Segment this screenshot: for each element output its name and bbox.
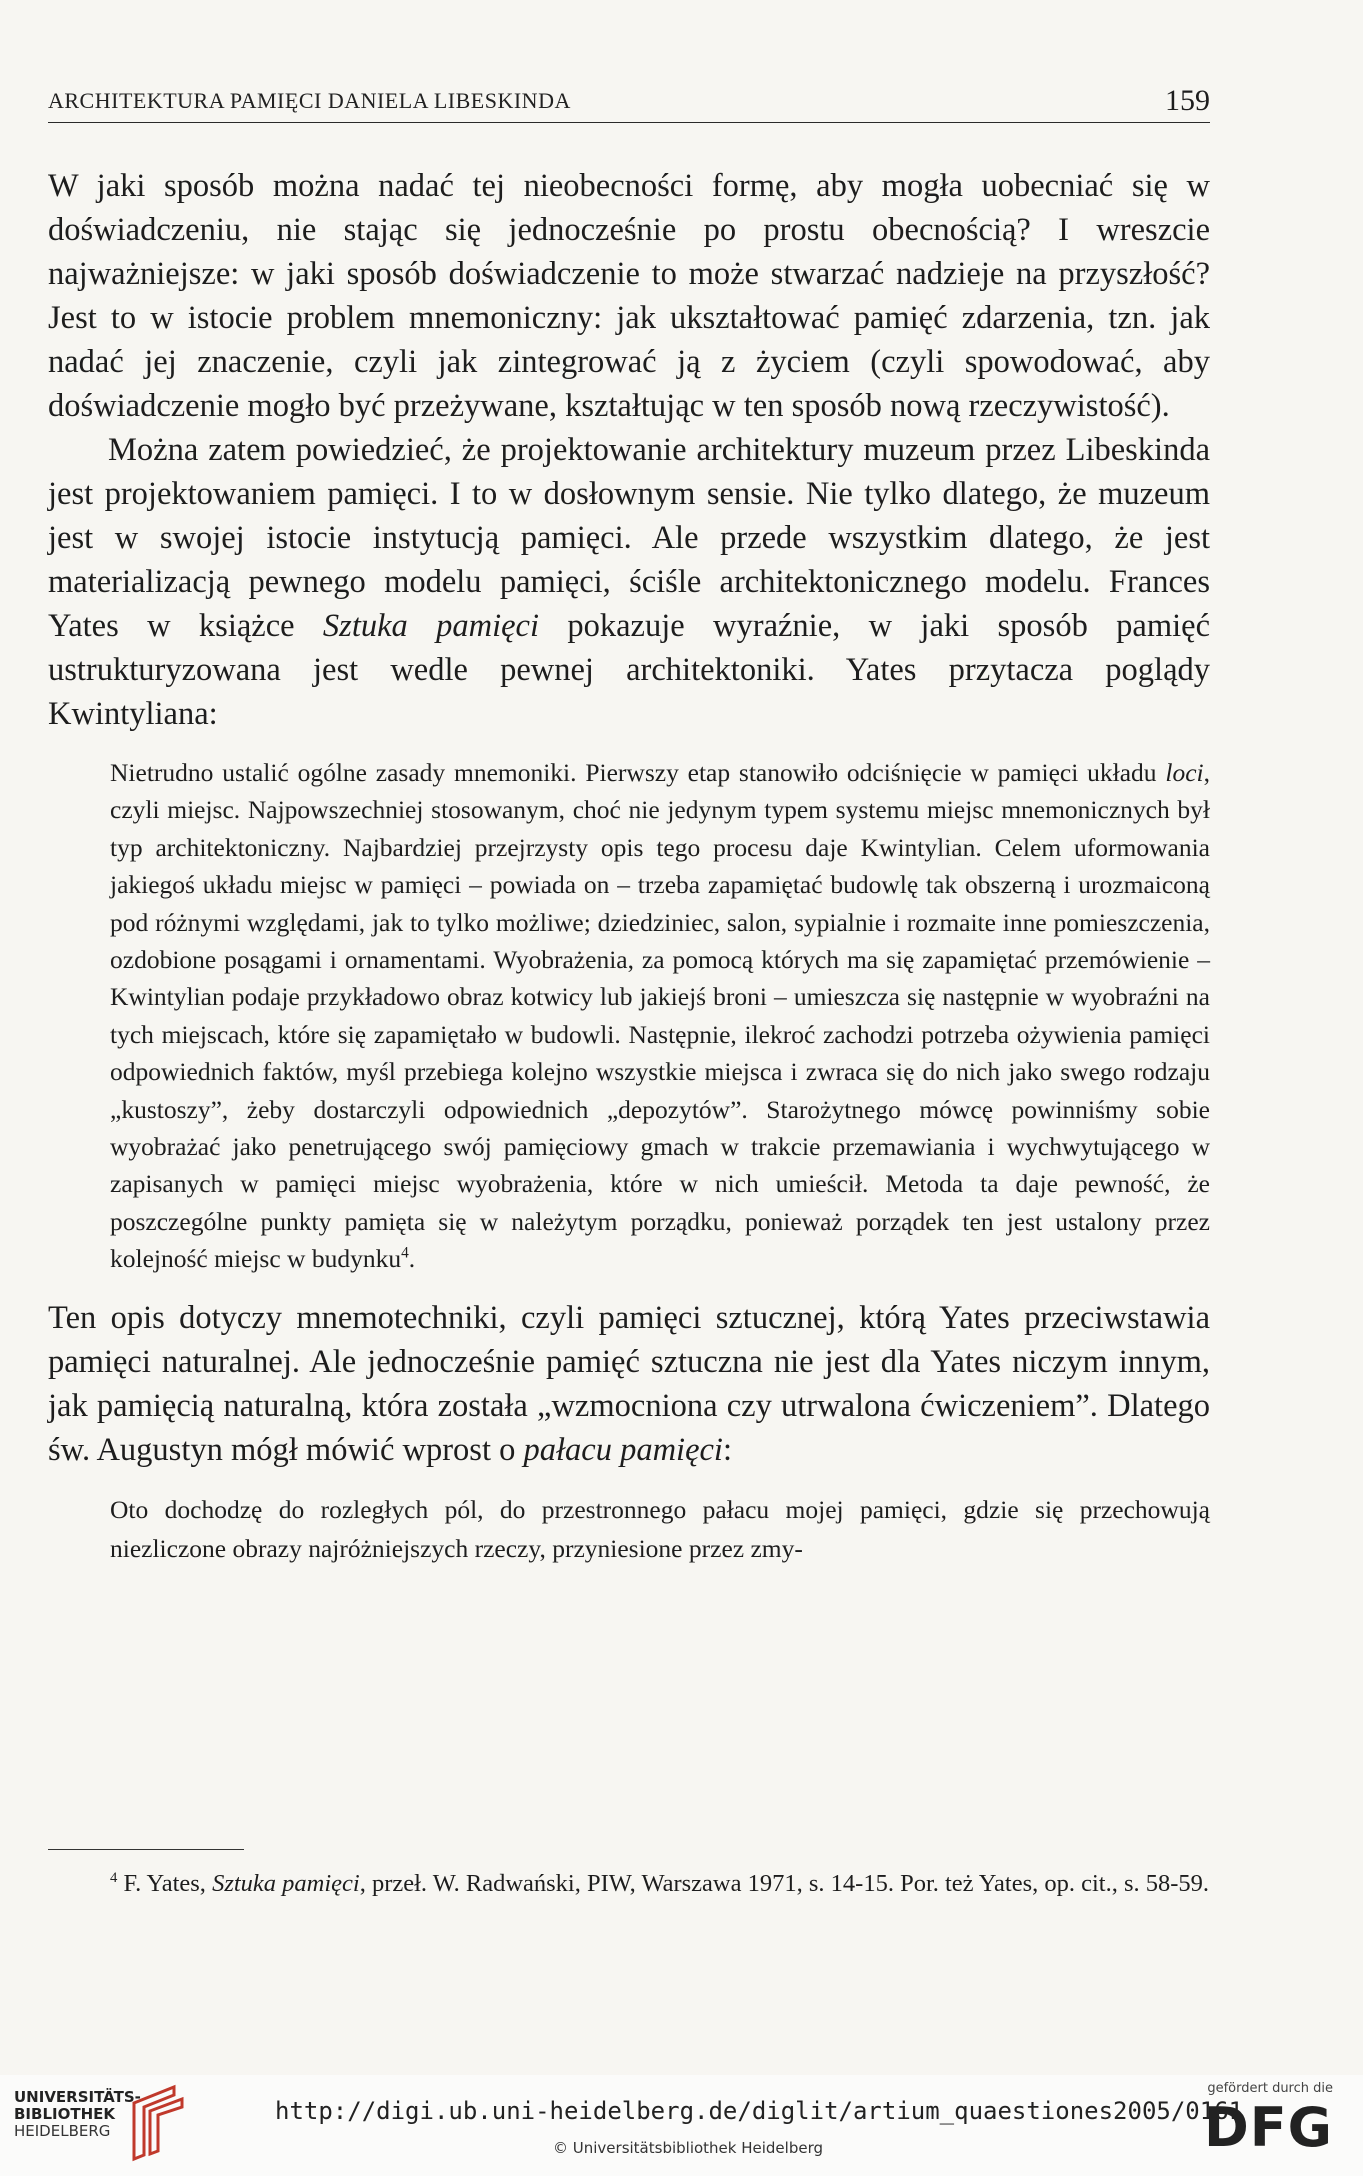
block-quote-yates: Nietrudno ustalić ogólne zasady mnemoniki. Pierwszy etap stanowiło odciśnięcie w pamięci układu loci, czyli miejsc. Najpowszechniej stosowanym, choć nie jedynym typem systemu miejsc mnemonicznych był typ architektoniczny. Najbardziej przejrzysty opis tego procesu daje Kwintylian. Celem uformowania jakiegoś układu miejsc w pamięci – powiada on – trzeba zapamiętać budowlę tak obszerną i urozmaiconą pod różnymi względami, jak to tylko możliwe; dziedziniec, salon, sypialnie i rozmaite inne pomieszczenia, ozdobione posągami i ornamentami. Wyobrażenia, za pomocą których ma się zapamiętać przemówienie – Kwintylian podaje przykładowo obraz kotwicy lub jakiejś broni – umieszcza się następnie w wyobraźni na tych miejscach, które się zapamiętało w budowli. Następnie, ilekroć zachodzi potrzeba ożywienia pamięci odpowiednich faktów, myśl przebiega kolejno wszystkie miejsca i zwraca się do nich jako swego rodzaju „kustoszy”, żeby dostarczyli odpowiednich „depozytów”. Starożytnego mówcę powinniśmy sobie wyobrażać jako penetrującego swój pamięciowy gmach w trakcie przemawiania i wychwytującego w zapisanych w pamięci miejsc wyobrażenia, które w nich umieścił. Metoda ta daje pewność, że poszczególne punkty pamięta się w należytym porządku, ponieważ porządek ten jest ustalony przez kolejność miejsc w budynku$^4$. (110, 758, 1210, 1274)
body-text (48, 164, 1210, 1568)
permalink-url[interactable]: http://digi.ub.uni-heidelberg.de/diglit/artium_quaestiones2005/0161 (275, 2097, 1244, 2125)
loci-term: loci (1165, 758, 1204, 787)
footnote-reference[interactable]: 4 (401, 1244, 409, 1262)
dfg-logo[interactable]: DFG (1203, 2096, 1333, 2159)
palace-of-memory-phrase: pałacu pamięci (523, 1431, 723, 1468)
footnote-number: 4 (110, 1869, 118, 1886)
library-logo-icon (130, 2083, 190, 2163)
digitization-footer (0, 2075, 1363, 2176)
page-header (48, 80, 1210, 123)
dfg-funding-label: gefördert durch die (1207, 2081, 1333, 2096)
footnote-divider (48, 1849, 244, 1850)
paragraph-3: Ten opis dotyczy mnemotechniki, czyli pamięci sztucznej, którą Yates przeciwstawia pamięci naturalnej. Ale jednocześnie pamięć sztuczna nie jest dla Yates niczym innym, jak pamięcią naturalną, która została „wzmocniona czy utrwalona ćwiczeniem”. Dlatego św. Augustyn mógł mówić wprost o pałacu pamięci: (48, 1299, 1210, 1468)
block-quote-augustine: Oto dochodzę do rozległych pól, do przestronnego pałacu mojej pamięci, gdzie się przechowują niezliczone obrazy najróżniejszych rzeczy, przyniesione przez zmy- (110, 1494, 1210, 1563)
footnote-book-title: Sztuka pamięci (212, 1870, 360, 1897)
page-number: 159 (1165, 84, 1210, 117)
footnotes (48, 1866, 1210, 1902)
book-title: Sztuka pamięci (322, 608, 540, 644)
paragraph-2: Można zatem powiedzieć, że projektowanie architektury muzeum przez Libeskinda jest projektowaniem pamięci. I to w dosłownym sensie. Nie tylko dlatego, że muzeum jest w swojej istocie instytucją pamięci. Ale przede wszystkim dlatego, że jest materializacją pewnego modelu pamięci, ściśle architektonicznego modelu. Frances Yates w książce Sztuka pamięci pokazuje wyraźnie, w jaki sposób pamięć ustrukturyzowana jest wedle pewnej architektoniki. Yates przytacza poglądy Kwintyliana: (48, 432, 1211, 732)
copyright-notice: © Universitätsbibliothek Heidelberg (553, 2139, 824, 2157)
paragraph-1: W jaki sposób można nadać tej nieobecności formę, aby mogła uobecniać się w doświadczeniu, nie stając się jednocześnie po prostu obecnością? I wreszcie najważniejsze: w jaki sposób doświadczenie to może stwarzać nadzieje na przyszłość? Jest to w istocie problem mnemoniczny: jak ukształtować pamięć zdarzenia, tzn. jak nadać jej znaczenie, czyli jak zintegrować ją z życiem (czyli spowodować, aby doświadczenie mogło być przeżywane, kształtując w ten sposób nową rzeczywistość). (48, 168, 1210, 424)
running-head: ARCHITEKTURA PAMIĘCI DANIELA LIBESKINDA (48, 88, 571, 113)
library-logo-text[interactable]: UNIVERSITÄTS- BIBLIOTHEK HEIDELBERG (14, 2088, 141, 2140)
footnote-4: $^4$ F. Yates, Sztuka pamięci, przeł. W. Radwański, PIW, Warszawa 1971, s. 14-15. Por. też Yates, op. cit., s. 58-59. (110, 1869, 1210, 1897)
